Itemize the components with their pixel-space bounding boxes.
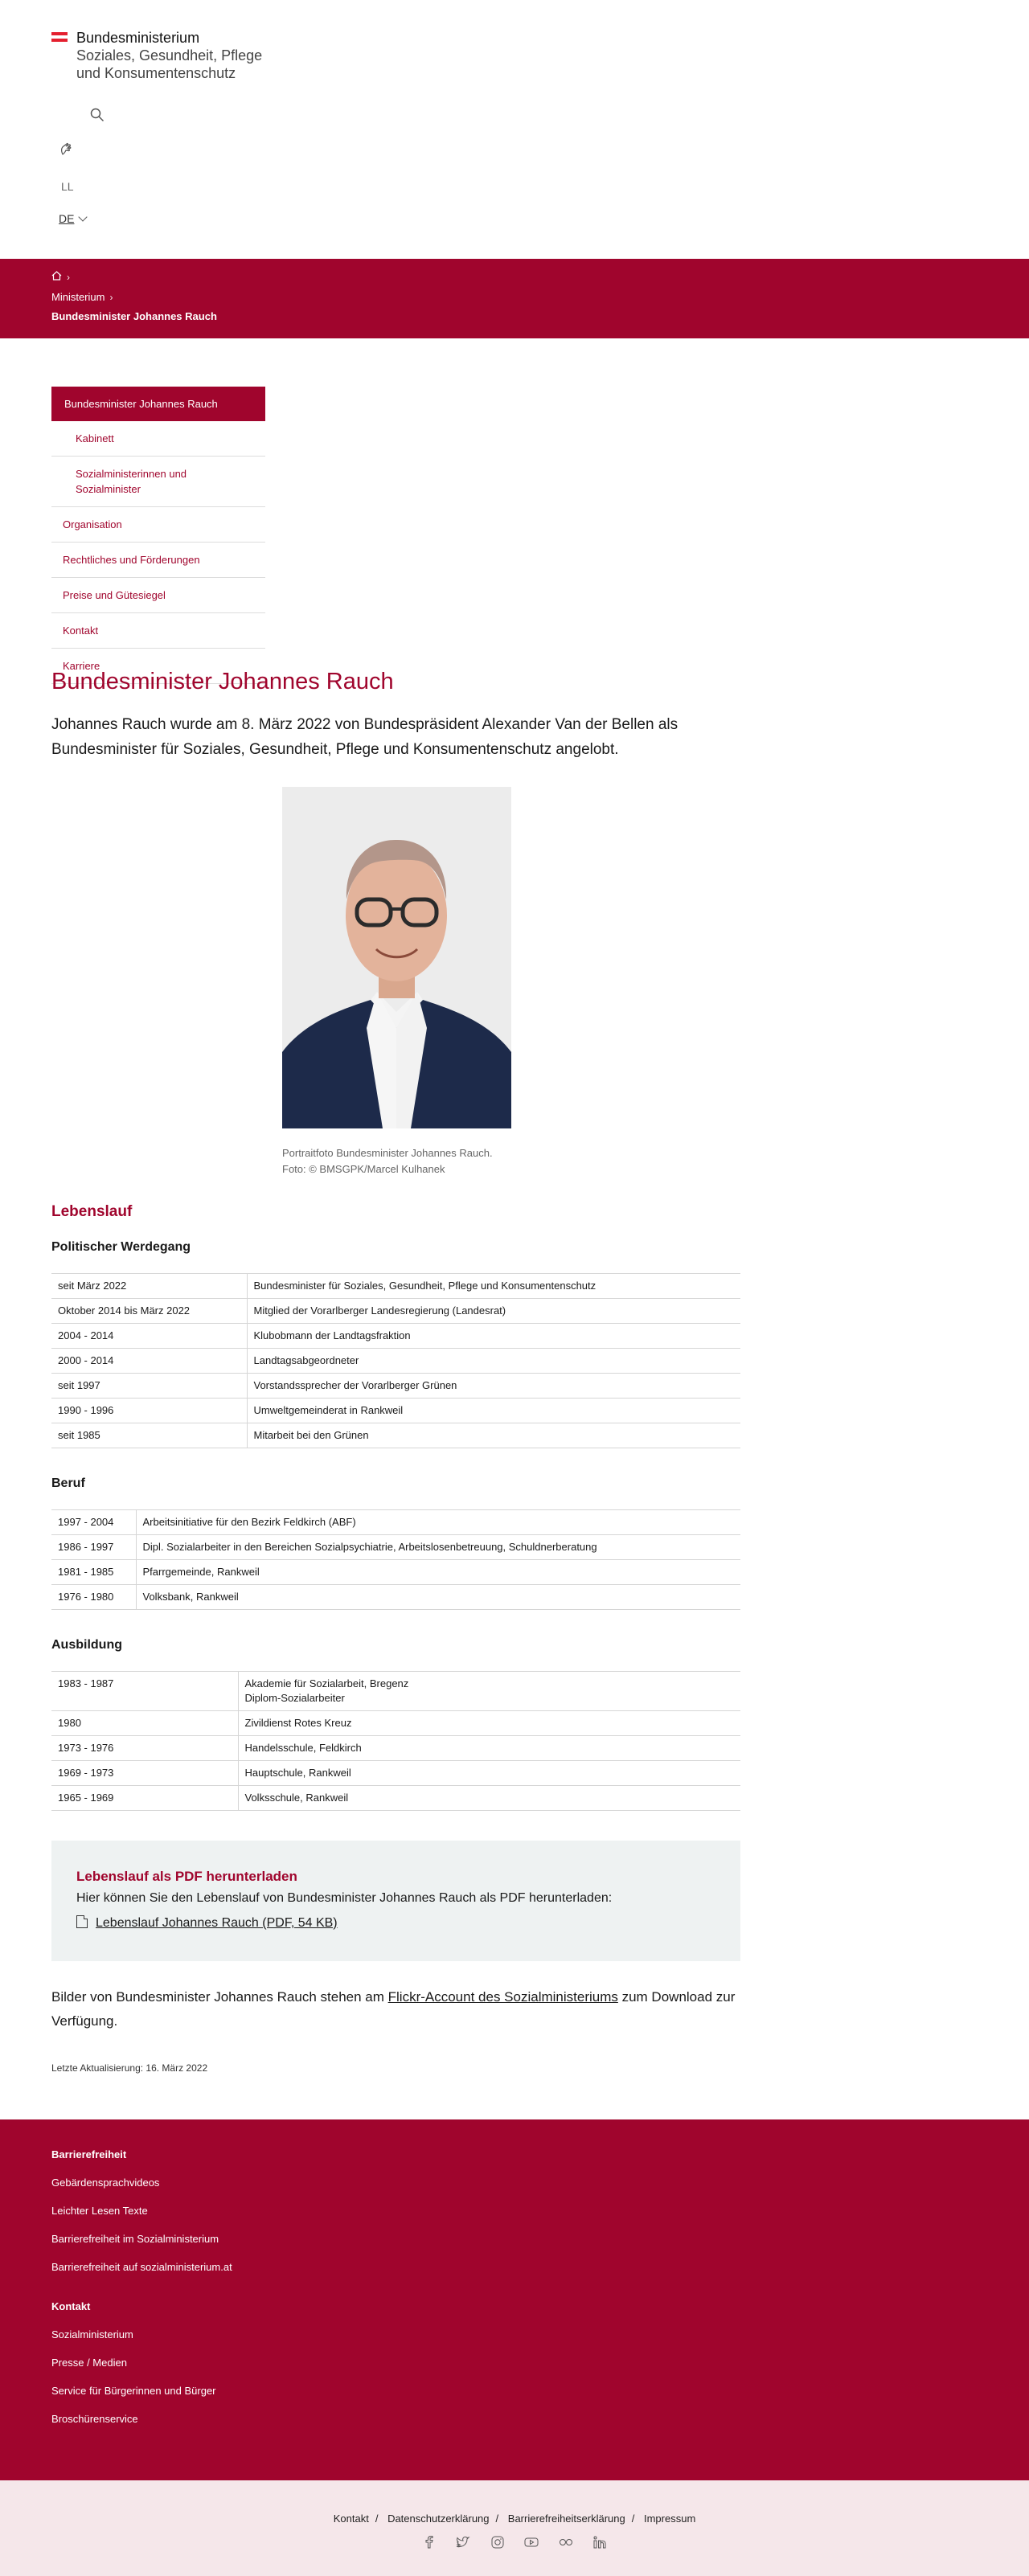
cv-period-cell: seit 1985 bbox=[51, 1423, 247, 1448]
beruf-row bbox=[51, 1585, 740, 1610]
main-content bbox=[51, 659, 743, 2074]
cv-period-cell: 1973 - 1976 bbox=[51, 1736, 238, 1761]
cv-description-cell bbox=[247, 1423, 740, 1448]
logo-line3: und Konsumentenschutz bbox=[76, 65, 236, 81]
page-title: Bundesminister Johannes Rauch bbox=[51, 669, 394, 694]
cv-description-line: Pfarrgemeinde, Rankweil bbox=[142, 1566, 260, 1578]
document-icon bbox=[76, 1915, 88, 1928]
cv-period-cell: 1983 - 1987 bbox=[51, 1672, 238, 1711]
cv-description-cell bbox=[247, 1349, 740, 1374]
cv-description-line: Dipl. Sozialarbeiter in den Bereichen Sozialpsychiatrie, Arbeitslosenbetreuung, Schuldnerberatung bbox=[142, 1541, 597, 1553]
footer-barriere-heading: Barrierefreiheit bbox=[51, 2148, 127, 2160]
cv-description-cell bbox=[136, 1585, 740, 1610]
flickr-link[interactable]: Flickr-Account des Sozialministeriums bbox=[387, 1989, 618, 2005]
breadcrumb-home[interactable] bbox=[51, 270, 70, 283]
legal-link-kontakt[interactable]: Kontakt bbox=[333, 2513, 369, 2525]
home-icon bbox=[51, 271, 62, 281]
breadcrumb bbox=[0, 259, 1029, 338]
ausbildung-row bbox=[51, 1711, 740, 1736]
separator: / bbox=[495, 2513, 499, 2525]
easy-language-link[interactable]: LL bbox=[61, 180, 74, 193]
cv-period-cell: 1976 - 1980 bbox=[51, 1585, 136, 1610]
ausbildung-row bbox=[51, 1672, 740, 1711]
youtube-icon[interactable] bbox=[524, 2536, 539, 2549]
caption-line1: Portraitfoto Bundesminister Johannes Rauch. bbox=[282, 1147, 493, 1159]
flickr-paragraph bbox=[51, 1985, 740, 2033]
pdf-download-box bbox=[51, 1841, 740, 1961]
ausbildung-table bbox=[51, 1671, 740, 1811]
cv-description-line: Akademie für Sozialarbeit, Bregenz bbox=[244, 1677, 409, 1689]
social-links bbox=[0, 2535, 1029, 2549]
lebenslauf-heading: Lebenslauf bbox=[51, 1203, 133, 1220]
sidenav-item-kabinett[interactable]: Kabinett bbox=[51, 421, 265, 457]
footer-link-presse[interactable]: Presse / Medien bbox=[51, 2357, 127, 2369]
politik-row bbox=[51, 1374, 740, 1399]
lead-paragraph: Johannes Rauch wurde am 8. März 2022 von Bundespräsident Alexander Van der Bellen als Bundesminister für Soziales, Gesundheit, Pflege und Konsumentenschutz angelobt. bbox=[51, 716, 678, 758]
footer-link-barriere-ministerium[interactable]: Barrierefreiheit im Sozialministerium bbox=[51, 2233, 219, 2245]
site-header bbox=[0, 0, 1029, 259]
footer-link-sozialministerium[interactable]: Sozialministerium bbox=[51, 2328, 133, 2341]
sidenav-item-karriere[interactable]: Karriere bbox=[51, 649, 265, 684]
language-selector[interactable] bbox=[59, 212, 86, 225]
cv-description-line: Arbeitsinitiative für den Bezirk Feldkirch (ABF) bbox=[142, 1516, 356, 1528]
politik-row bbox=[51, 1423, 740, 1448]
cv-period-cell: 1965 - 1969 bbox=[51, 1786, 238, 1811]
logo-line1: Bundesministerium bbox=[76, 30, 200, 46]
legal-link-datenschutz[interactable]: Datenschutzerklärung bbox=[387, 2513, 490, 2525]
cv-description-line: Mitarbeit bei den Grünen bbox=[253, 1429, 369, 1441]
cv-period-cell: Oktober 2014 bis März 2022 bbox=[51, 1299, 247, 1324]
cv-description-line: Vorstandssprecher der Vorarlberger Grünen bbox=[253, 1379, 457, 1391]
flickr-icon[interactable] bbox=[559, 2536, 573, 2549]
cv-description-line: Volksbank, Rankweil bbox=[142, 1591, 239, 1603]
beruf-row bbox=[51, 1560, 740, 1585]
search-icon[interactable] bbox=[90, 108, 105, 122]
cv-period-cell: 1981 - 1985 bbox=[51, 1560, 136, 1585]
cv-description-line: Bundesminister für Soziales, Gesundheit, Pflege und Konsumentenschutz bbox=[253, 1280, 596, 1292]
pdf-text: Hier können Sie den Lebenslauf von Bundesminister Johannes Rauch als PDF herunterladen: bbox=[76, 1891, 613, 1905]
sidenav-item-rechtliches[interactable]: Rechtliches und Förderungen bbox=[51, 543, 265, 578]
cv-period-cell: 1986 - 1997 bbox=[51, 1535, 136, 1560]
pdf-link-label[interactable]: Lebenslauf Johannes Rauch (PDF, 54 KB) bbox=[96, 1916, 338, 1930]
chevron-right-icon: › bbox=[67, 272, 70, 283]
cv-description-cell bbox=[136, 1510, 740, 1535]
breadcrumb-ministerium-label: Ministerium bbox=[51, 291, 105, 303]
cv-description-cell bbox=[247, 1399, 740, 1423]
sidenav-item-preise[interactable]: Preise und Gütesiegel bbox=[51, 578, 265, 613]
sidenav-item-minister[interactable]: Bundesminister Johannes Rauch bbox=[51, 387, 265, 421]
politik-row bbox=[51, 1399, 740, 1423]
politik-row bbox=[51, 1324, 740, 1349]
ministry-logo[interactable] bbox=[51, 29, 262, 82]
sign-language-icon[interactable] bbox=[59, 141, 72, 160]
chevron-right-icon: › bbox=[109, 292, 113, 303]
logo-line2: Soziales, Gesundheit, Pflege bbox=[76, 47, 263, 63]
instagram-icon[interactable] bbox=[490, 2536, 505, 2549]
sidenav-item-organisation[interactable]: Organisation bbox=[51, 507, 265, 543]
legal-link-impressum[interactable]: Impressum bbox=[643, 2513, 696, 2525]
footer-link-gebaerden[interactable]: Gebärdensprachvideos bbox=[51, 2177, 160, 2189]
side-navigation bbox=[51, 387, 265, 684]
cv-description-line: Hauptschule, Rankweil bbox=[244, 1767, 351, 1779]
cv-description-cell bbox=[247, 1324, 740, 1349]
cv-period-cell: seit 1997 bbox=[51, 1374, 247, 1399]
ausbildung-row bbox=[51, 1761, 740, 1786]
cv-description-line: Klubobmann der Landtagsfraktion bbox=[253, 1329, 411, 1341]
separator: / bbox=[631, 2513, 635, 2525]
beruf-row bbox=[51, 1535, 740, 1560]
ausbildung-row bbox=[51, 1786, 740, 1811]
ausbildung-heading: Ausbildung bbox=[51, 1638, 122, 1652]
cv-description-line: Diplom-Sozialarbeiter bbox=[244, 1692, 345, 1704]
austrian-flag-icon bbox=[51, 32, 68, 42]
politik-row bbox=[51, 1349, 740, 1374]
cv-description-line: Mitglied der Vorarlberger Landesregierung (Landesrat) bbox=[253, 1304, 506, 1317]
cv-description-cell bbox=[247, 1299, 740, 1324]
cv-period-cell: 1997 - 2004 bbox=[51, 1510, 136, 1535]
beruf-table bbox=[51, 1509, 740, 1610]
facebook-icon[interactable] bbox=[422, 2536, 437, 2549]
cv-description-cell bbox=[238, 1672, 740, 1711]
cv-period-cell: 2004 - 2014 bbox=[51, 1324, 247, 1349]
cv-description-cell bbox=[247, 1374, 740, 1399]
ausbildung-row bbox=[51, 1736, 740, 1761]
legal-link-barrierefreiheit[interactable]: Barrierefreiheitserklärung bbox=[507, 2513, 625, 2525]
sidenav-item-sozialminister[interactable]: Sozialministerinnen und Sozialminister bbox=[51, 457, 265, 507]
cv-description-line: Umweltgemeinderat in Rankweil bbox=[253, 1404, 404, 1416]
footer-link-service[interactable]: Service für Bürgerinnen und Bürger bbox=[51, 2385, 216, 2397]
beruf-heading: Beruf bbox=[51, 1476, 85, 1490]
minister-portrait bbox=[282, 787, 511, 1128]
cv-period-cell: 1969 - 1973 bbox=[51, 1761, 238, 1786]
cv-description-cell bbox=[247, 1274, 740, 1299]
footer-link-leichter-lesen[interactable]: Leichter Lesen Texte bbox=[51, 2205, 148, 2217]
portrait-caption bbox=[282, 1145, 493, 1177]
cv-description-cell bbox=[238, 1786, 740, 1811]
footer-link-barriere-website[interactable]: Barrierefreiheit auf sozialministerium.at bbox=[51, 2261, 232, 2273]
cv-period-cell: seit März 2022 bbox=[51, 1274, 247, 1299]
linkedin-icon[interactable] bbox=[592, 2536, 607, 2549]
cv-description-line: Volksschule, Rankweil bbox=[244, 1792, 349, 1804]
cv-description-line: Zivildienst Rotes Kreuz bbox=[244, 1717, 352, 1729]
twitter-icon[interactable] bbox=[456, 2536, 470, 2549]
cv-description-line: Handelsschule, Feldkirch bbox=[244, 1742, 362, 1754]
cv-description-cell bbox=[238, 1761, 740, 1786]
footer-bottom-bar bbox=[0, 2480, 1029, 2576]
politik-heading: Politischer Werdegang bbox=[51, 1240, 191, 1254]
cv-period-cell: 1990 - 1996 bbox=[51, 1399, 247, 1423]
last-updated: Letzte Aktualisierung: 16. März 2022 bbox=[51, 2062, 208, 2074]
cv-description-line: Landtagsabgeordneter bbox=[253, 1354, 359, 1366]
site-footer bbox=[0, 2119, 1029, 2480]
flickr-text-after: zum Download zur Verfügung. bbox=[51, 1989, 736, 2029]
sidenav-item-kontakt[interactable]: Kontakt bbox=[51, 613, 265, 649]
politik-row bbox=[51, 1299, 740, 1324]
legal-links bbox=[0, 2513, 1029, 2525]
flickr-text-before: Bilder von Bundesminister Johannes Rauch stehen am bbox=[51, 1989, 388, 2005]
language-code: DE bbox=[59, 212, 75, 225]
chevron-down-icon bbox=[79, 212, 88, 221]
cv-description-cell bbox=[238, 1711, 740, 1736]
politik-row bbox=[51, 1274, 740, 1299]
cv-description-cell bbox=[238, 1736, 740, 1761]
breadcrumb-current: Bundesminister Johannes Rauch bbox=[51, 310, 217, 322]
footer-kontakt-heading: Kontakt bbox=[51, 2300, 91, 2312]
politik-table bbox=[51, 1273, 740, 1448]
cv-description-cell bbox=[136, 1535, 740, 1560]
breadcrumb-ministerium[interactable] bbox=[51, 291, 113, 303]
caption-line2: Foto: © BMSGPK/Marcel Kulhanek bbox=[282, 1163, 445, 1175]
cv-period-cell: 1980 bbox=[51, 1711, 238, 1736]
separator: / bbox=[375, 2513, 379, 2525]
pdf-download-link[interactable] bbox=[76, 1915, 338, 1931]
pdf-heading: Lebenslauf als PDF herunterladen bbox=[76, 1869, 297, 1884]
cv-description-cell bbox=[136, 1560, 740, 1585]
footer-link-broschueren[interactable]: Broschürenservice bbox=[51, 2413, 138, 2425]
cv-period-cell: 2000 - 2014 bbox=[51, 1349, 247, 1374]
beruf-row bbox=[51, 1510, 740, 1535]
